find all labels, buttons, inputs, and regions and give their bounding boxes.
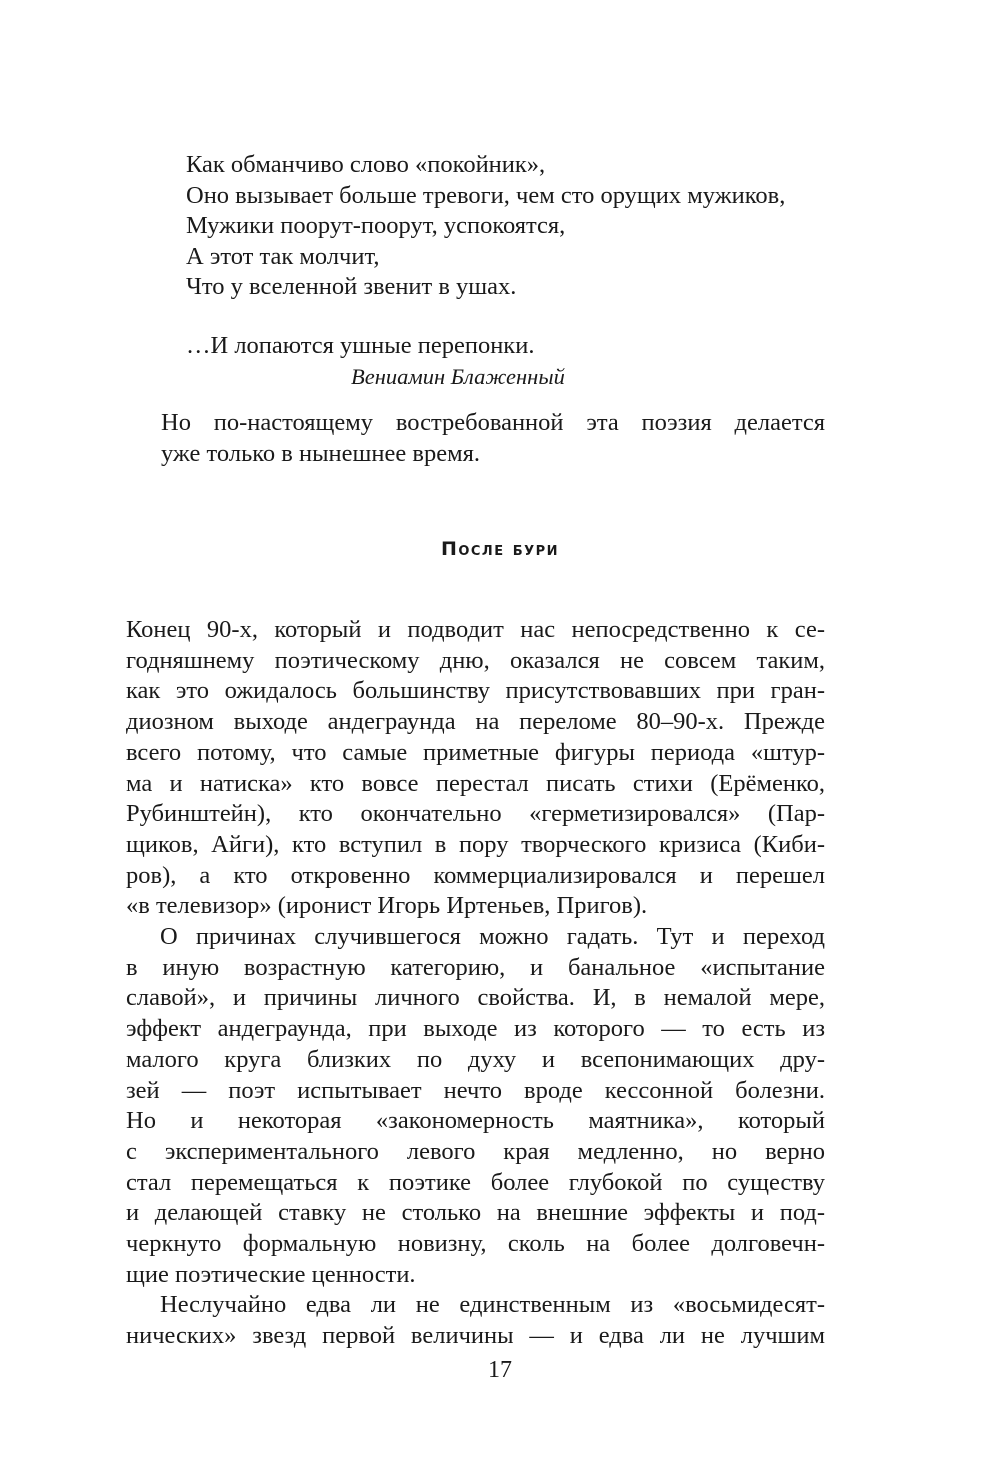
paragraph-line: всего потому, что самые приметные фигуры периода «штур-	[126, 738, 825, 766]
paragraph-line: черкнуто формальную новизну, сколь на более долговечн-	[126, 1230, 825, 1258]
paragraph-line: Но по-настоящему востребованной эта поэзия делается	[161, 409, 825, 436]
paragraph-line: нических» звезд первой величины — и едва ли не лучшим	[126, 1322, 825, 1350]
poem-line: Мужики поорут-поорут, успокоятся,	[186, 212, 566, 239]
follow-paragraph	[161, 408, 825, 469]
paragraph-line: О причинах случившегося можно гадать. Тут и переход	[160, 923, 825, 951]
paragraph-line: Рубинштейн), кто окончательно «герметизировался» (Пар-	[126, 800, 825, 828]
body-text	[126, 615, 825, 1352]
paragraph-line: эффект андеграунда, при выходе из которого — то есть из	[126, 1015, 825, 1043]
poem-line: А этот так молчит,	[186, 242, 380, 270]
paragraph-line: Но и некоторая «закономерность маятника», который	[126, 1107, 825, 1135]
paragraph-line: зей — поэт испытывает нечто вроде кессонной болезни.	[126, 1076, 825, 1104]
paragraph-line: славой», и причины личного свойства. И, в немалой мере,	[126, 984, 825, 1012]
paragraph-line: ров), а кто откровенно коммерциализировался и перешел	[126, 861, 825, 889]
paragraph-line: годняшнему поэтическому дню, оказался не совсем таким,	[126, 646, 825, 674]
poem-line: Как обманчиво слово «покойник»,	[186, 151, 546, 178]
paragraph-line: стал перемещаться к поэтике более глубокой по существу	[126, 1168, 825, 1196]
paragraph-line: щиков, Айги), кто вступил в пору творческого кризиса (Киби-	[126, 830, 825, 858]
paragraph-line: диозном выходе андеграунда на переломе 80–90-х. Прежде	[126, 708, 825, 736]
paragraph-line: «в телевизор» (иронист Игорь Иртеньев, Пригов).	[126, 892, 648, 920]
paragraph-line: с экспериментального левого края медленно, но верно	[126, 1137, 825, 1165]
paragraph-line: Конец 90-х, который и подводит нас непосредственно к се-	[126, 616, 825, 643]
poem-line: Что у вселенной звенит в ушах.	[186, 273, 517, 300]
paragraph	[126, 1290, 825, 1351]
poem-author: Вениамин Блаженный	[351, 364, 565, 389]
paragraph-line: Неслучайно едва ли не единственным из «восьмидесят-	[160, 1291, 825, 1319]
paragraph-line: щие поэтические ценности.	[126, 1260, 416, 1288]
paragraph-line: как это ожидалось большинству присутствовавших при гран-	[126, 677, 825, 705]
paragraph-line: и делающей ставку не столько на внешние эффекты и под-	[126, 1199, 825, 1227]
poem-epigraph	[186, 150, 866, 393]
paragraph-line: ма и натиска» кто вовсе перестал писать стихи (Ерёменко,	[126, 769, 825, 797]
paragraph	[126, 922, 825, 1290]
paragraph-line: уже только в нынешнее время.	[161, 439, 480, 467]
page-number: 17	[488, 1357, 512, 1383]
section-heading: После бури	[440, 538, 560, 560]
paragraph	[126, 615, 825, 922]
paragraph-line: малого круга близких по духу и всепонимающих дру-	[126, 1045, 825, 1073]
poem-last-line: …И лопаются ушные перепонки.	[186, 331, 535, 359]
paragraph-line: в иную возрастную категорию, и банальное «испытание	[126, 953, 825, 981]
poem-line: Оно вызывает больше тревоги, чем сто орущих мужиков,	[186, 181, 786, 209]
